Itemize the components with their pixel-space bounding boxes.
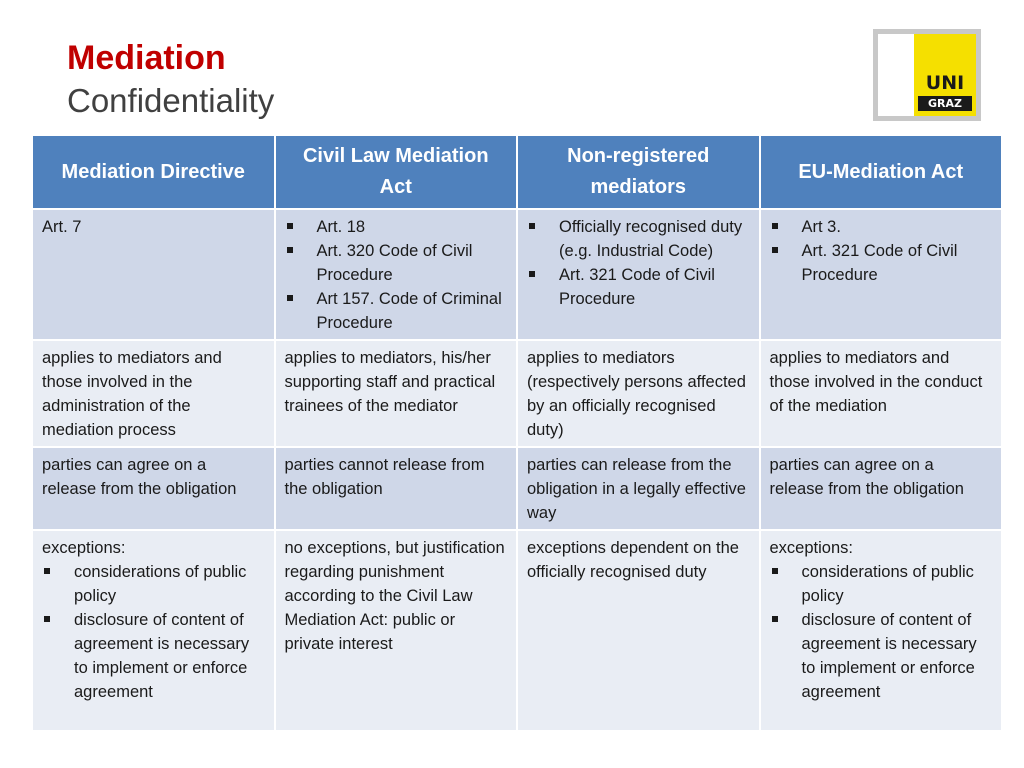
table-row-release	[32, 447, 1002, 530]
list-item: disclosure of content of agreement is necessary to implement or enforce agreement	[770, 608, 993, 704]
table-cell	[275, 530, 518, 731]
cell-text: exceptions:	[42, 539, 126, 557]
header-non-registered-mediators: Non-registered mediators	[517, 136, 760, 209]
bullet-list	[527, 215, 750, 311]
header-eu-mediation-act: EU-Mediation Act	[760, 136, 1003, 209]
bullet-list	[770, 560, 993, 704]
bullet-list	[42, 560, 265, 704]
list-item: Art. 320 Code of Civil Procedure	[285, 239, 508, 287]
table-cell: parties can agree on a release from the obligation	[32, 447, 275, 530]
list-item: considerations of public policy	[42, 560, 265, 608]
bullet-list	[770, 215, 993, 287]
cell-text: no exceptions, but justification regarding punishment according to the Civil Law Mediation Act: public or private interest	[284, 539, 505, 653]
comparison-table	[31, 136, 1003, 732]
table-cell	[760, 209, 1003, 340]
logo-text-graz: GRAZ	[918, 96, 972, 111]
table-cell: parties can agree on a release from the obligation	[760, 447, 1003, 530]
list-item: Art. 321 Code of Civil Procedure	[527, 263, 750, 311]
list-item: Art 3.	[770, 215, 993, 239]
table-header-row	[32, 136, 1002, 209]
table-cell: applies to mediators and those involved in the conduct of the mediation	[760, 340, 1003, 447]
table-cell	[517, 209, 760, 340]
list-item: Art. 321 Code of Civil Procedure	[770, 239, 993, 287]
header-mediation-directive: Mediation Directive	[32, 136, 275, 209]
table-cell	[32, 530, 275, 731]
list-item: Officially recognised duty (e.g. Industrial Code)	[527, 215, 750, 263]
table-cell	[275, 209, 518, 340]
list-item: disclosure of content of agreement is necessary to implement or enforce agreement	[42, 608, 265, 704]
table-cell: parties can release from the obligation in a legally effective way	[517, 447, 760, 530]
page-title: Mediation	[67, 39, 226, 77]
table-cell	[760, 530, 1003, 731]
bullet-list	[285, 215, 508, 335]
list-item: Art 157. Code of Criminal Procedure	[285, 287, 508, 335]
list-item: Art. 18	[285, 215, 508, 239]
cell-text: exceptions dependent on the officially recognised duty	[527, 539, 739, 581]
table-cell	[32, 209, 275, 340]
table-cell: parties cannot release from the obligation	[275, 447, 518, 530]
table-row-legal-basis	[32, 209, 1002, 340]
uni-graz-logo	[873, 29, 981, 121]
logo-text-uni: UNI	[925, 72, 965, 94]
table-cell: applies to mediators, his/her supporting staff and practical trainees of the mediator	[275, 340, 518, 447]
table-cell: applies to mediators and those involved in the administration of the mediation process	[32, 340, 275, 447]
list-item: considerations of public policy	[770, 560, 993, 608]
header-civil-law-mediation-act: Civil Law Mediation Act	[275, 136, 518, 209]
table-row-scope	[32, 340, 1002, 447]
table-cell: applies to mediators (respectively persons affected by an officially recognised duty)	[517, 340, 760, 447]
cell-text: exceptions:	[769, 539, 853, 557]
cell-text: Art. 7	[42, 218, 82, 236]
page-subtitle: Confidentiality	[67, 82, 275, 119]
table-row-exceptions	[32, 530, 1002, 731]
table-cell	[517, 530, 760, 731]
